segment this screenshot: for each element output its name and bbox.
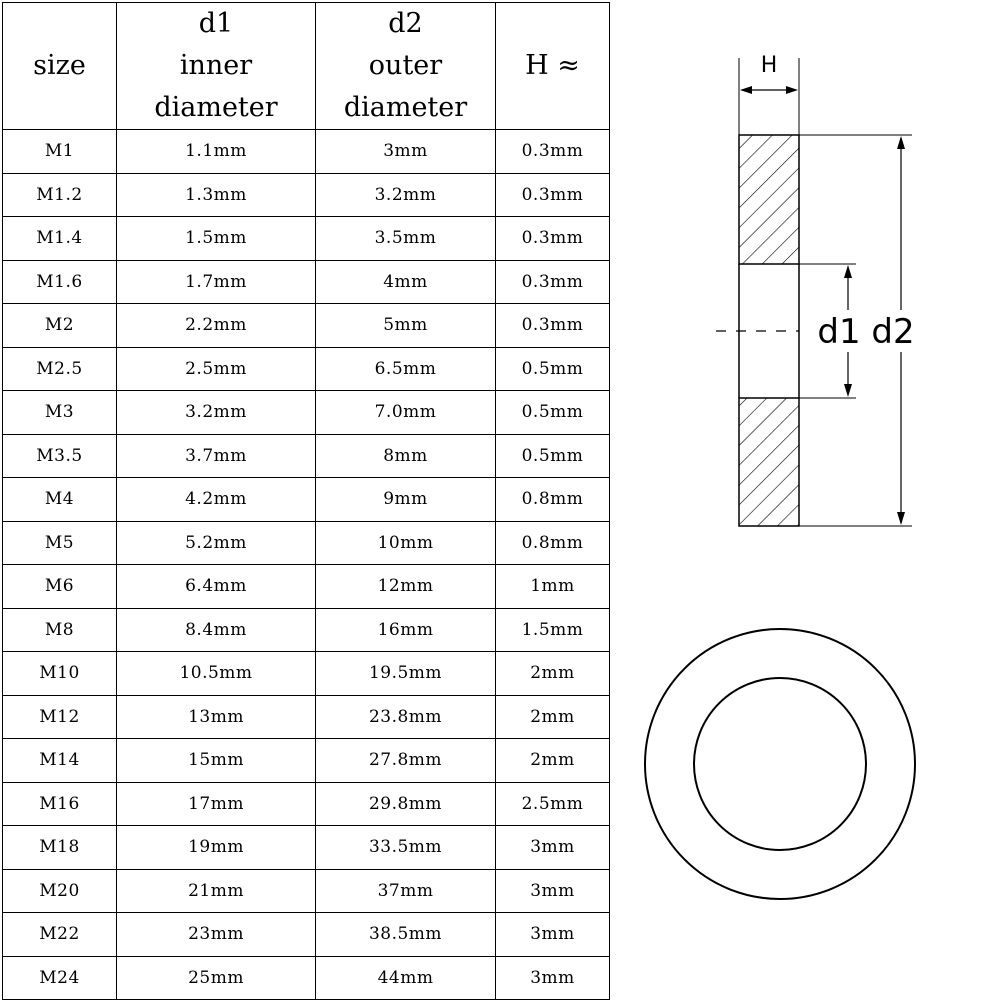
header-line: d1 [198,8,234,39]
table-row [3,521,610,565]
thickness-cell: 1mm [496,565,610,609]
table-row [3,347,610,391]
table-row [3,739,610,783]
outer-diameter-cell: 3.5mm [316,217,496,261]
thickness-cell: 0.3mm [496,217,610,261]
thickness-cell: 1.5mm [496,608,610,652]
outer-diameter-header [316,3,496,130]
thickness-cell: 0.8mm [496,521,610,565]
table-row [3,478,610,522]
table-row [3,304,610,348]
thickness-cell: 3mm [496,826,610,870]
size-cell: M5 [3,521,117,565]
size-cell: M1.6 [3,260,117,304]
size-cell: M14 [3,739,117,783]
outer-diameter-cell: 27.8mm [316,739,496,783]
size-cell: M1.2 [3,173,117,217]
outer-diameter-cell: 23.8mm [316,695,496,739]
washer-size-table [2,2,610,1000]
size-cell: M1 [3,130,117,174]
table-row [3,217,610,261]
thickness-cell: 3mm [496,956,610,1000]
inner-diameter-cell: 25mm [117,956,316,1000]
table-row [3,391,610,435]
header-line: outer [368,50,443,81]
inner-diameter-cell: 5.2mm [117,521,316,565]
size-cell: M1.4 [3,217,117,261]
table-row [3,652,610,696]
inner-diameter-cell: 1.1mm [117,130,316,174]
thickness-cell: 0.3mm [496,173,610,217]
size-cell: M24 [3,956,117,1000]
table-row [3,173,610,217]
size-cell: M2 [3,304,117,348]
d1-label: d1 [817,312,861,352]
h-arrow-right [786,86,798,94]
thickness-cell: 2mm [496,652,610,696]
outer-diameter-cell: 12mm [316,565,496,609]
inner-diameter-cell: 8.4mm [117,608,316,652]
inner-diameter-cell: 1.5mm [117,217,316,261]
outer-diameter-cell: 10mm [316,521,496,565]
table-row [3,869,610,913]
size-cell: M18 [3,826,117,870]
thickness-cell: 0.3mm [496,304,610,348]
size-cell: M8 [3,608,117,652]
header-line: diameter [154,92,278,123]
inner-diameter-cell: 1.3mm [117,173,316,217]
inner-diameter-cell: 3.7mm [117,434,316,478]
outer-diameter-cell: 5mm [316,304,496,348]
h-label: H [760,53,778,78]
washer-inner-circle [694,678,866,850]
outer-diameter-cell: 7.0mm [316,391,496,435]
thickness-header [496,3,610,130]
d1-arrow-bottom [844,384,852,397]
d2-label: d2 [871,312,915,352]
inner-diameter-cell: 10.5mm [117,652,316,696]
inner-diameter-cell: 6.4mm [117,565,316,609]
table-row [3,956,610,1000]
d2-arrow-bottom [897,512,905,525]
d1-arrow-top [844,265,852,278]
table-row [3,695,610,739]
thickness-cell: 0.5mm [496,434,610,478]
inner-diameter-cell: 21mm [117,869,316,913]
inner-diameter-cell: 13mm [117,695,316,739]
table-row [3,565,610,609]
header-line: H ≈ [525,50,580,81]
cross-section-bottom-hatch [739,398,799,526]
inner-diameter-cell: 15mm [117,739,316,783]
size-cell: M22 [3,913,117,957]
outer-diameter-cell: 3mm [316,130,496,174]
thickness-cell: 2.5mm [496,782,610,826]
size-cell: M2.5 [3,347,117,391]
thickness-cell: 0.3mm [496,130,610,174]
table-row [3,782,610,826]
thickness-cell: 0.8mm [496,478,610,522]
outer-diameter-cell: 16mm [316,608,496,652]
inner-diameter-cell: 4.2mm [117,478,316,522]
outer-diameter-cell: 19.5mm [316,652,496,696]
table-row [3,260,610,304]
inner-diameter-cell: 19mm [117,826,316,870]
inner-diameter-cell: 2.5mm [117,347,316,391]
size-cell: M3 [3,391,117,435]
outer-diameter-cell: 29.8mm [316,782,496,826]
table-header [3,3,610,130]
outer-diameter-cell: 33.5mm [316,826,496,870]
washer-outer-circle [645,629,915,899]
thickness-cell: 3mm [496,869,610,913]
d2-arrow-top [897,136,905,149]
size-cell: M6 [3,565,117,609]
thickness-cell: 0.5mm [496,347,610,391]
thickness-cell: 0.3mm [496,260,610,304]
cross-section-top-hatch [739,135,799,264]
outer-diameter-cell: 4mm [316,260,496,304]
inner-diameter-cell: 17mm [117,782,316,826]
table-row [3,608,610,652]
inner-diameter-cell: 3.2mm [117,391,316,435]
thickness-cell: 0.5mm [496,391,610,435]
outer-diameter-cell: 9mm [316,478,496,522]
header-line: d2 [388,8,423,39]
size-cell: M20 [3,869,117,913]
outer-diameter-cell: 38.5mm [316,913,496,957]
table-row [3,913,610,957]
thickness-cell: 2mm [496,695,610,739]
table-body [3,130,610,1000]
size-cell: M4 [3,478,117,522]
h-arrow-left [740,86,752,94]
inner-diameter-cell: 2.2mm [117,304,316,348]
header-line: inner [179,50,253,81]
header-row [3,3,610,130]
inner-diameter-cell: 1.7mm [117,260,316,304]
inner-diameter-cell: 23mm [117,913,316,957]
size-cell: M16 [3,782,117,826]
thickness-cell: 3mm [496,913,610,957]
header-line: size [33,50,86,81]
outer-diameter-cell: 8mm [316,434,496,478]
size-cell: M3.5 [3,434,117,478]
outer-diameter-cell: 3.2mm [316,173,496,217]
table-row [3,434,610,478]
size-cell: M12 [3,695,117,739]
header-line: diameter [343,92,468,123]
size-header [3,3,117,130]
outer-diameter-cell: 44mm [316,956,496,1000]
inner-diameter-header [117,3,316,130]
outer-diameter-cell: 37mm [316,869,496,913]
table-row [3,826,610,870]
table-row [3,130,610,174]
size-cell: M10 [3,652,117,696]
washer-diagram [610,0,1000,1000]
thickness-cell: 2mm [496,739,610,783]
outer-diameter-cell: 6.5mm [316,347,496,391]
